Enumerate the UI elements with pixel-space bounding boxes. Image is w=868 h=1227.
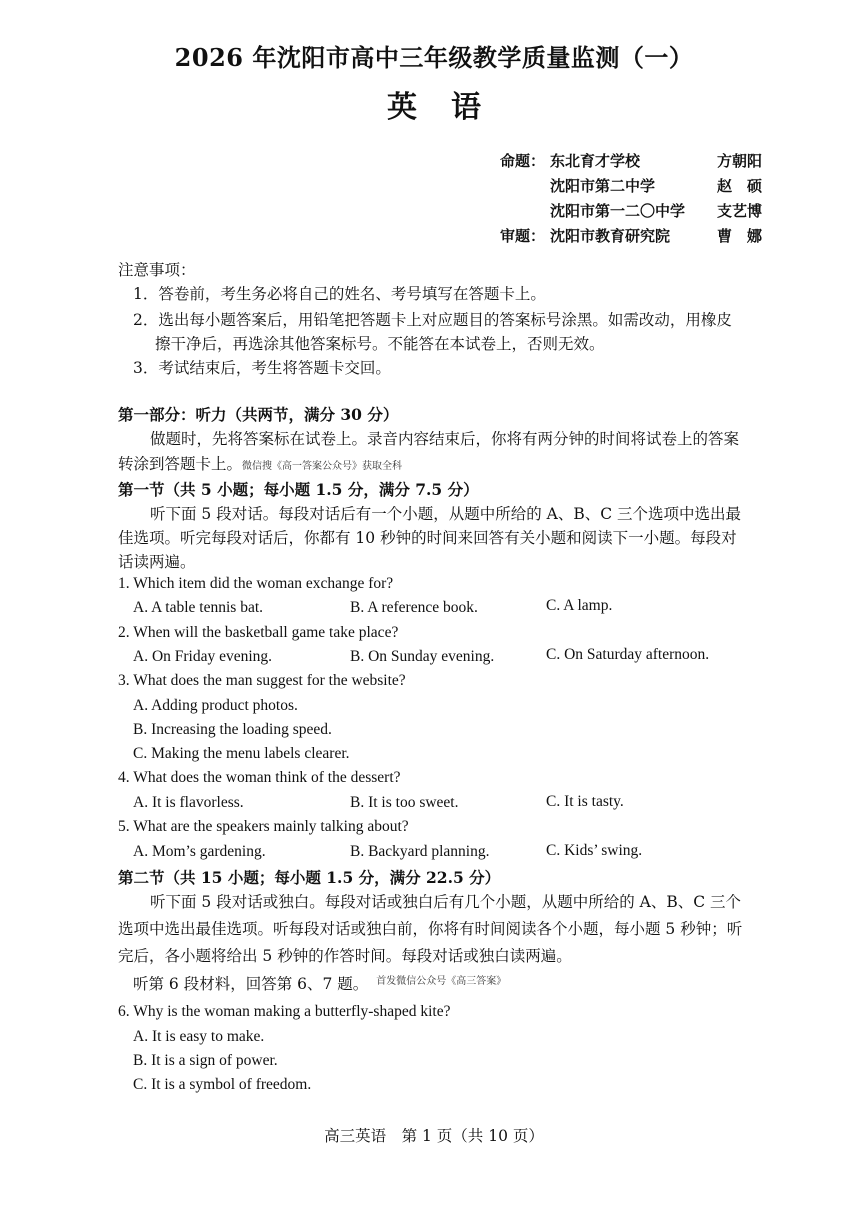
watermark: 首发微信公众号《高三答案》: [376, 976, 507, 987]
notice-item: 1．答卷前，考生务必将自己的姓名、考号填写在答题卡上。: [133, 285, 546, 303]
credit-label: [500, 200, 550, 225]
subject-title: 英语: [387, 90, 515, 125]
notice-item: 2．选出每小题答案后，用铅笔把答题卡上对应题目的答案标号涂黑。如需改动，用橡皮: [133, 311, 732, 329]
credit-row: [500, 150, 762, 175]
notice-item: 3．考试结束后，考生将答题卡交回。: [133, 359, 391, 377]
credit-row: [500, 175, 762, 200]
section1-heading: 第一节（共 5 小题；每小题 1.5 分，满分 7.5 分）: [118, 480, 479, 499]
section2-intro: 选项中选出最佳选项。听每段对话或独白前，你将有时间阅读各个小题，每小题 5 秒钟；听: [118, 920, 743, 938]
notice-title: 注意事项：: [118, 261, 196, 279]
part1-intro: 做题时，先将答案标在试卷上。录音内容结束后，你将有两分钟的时间将试卷上的答案: [150, 430, 740, 448]
option-b: B. A reference book.: [350, 599, 478, 616]
question-stem: 6. Why is the woman making a butterfly-shaped kite?: [118, 1003, 451, 1020]
credit-school: 沈阳市教育研究院: [550, 227, 671, 245]
option-a: A. Mom’s gardening.: [133, 843, 266, 860]
question-stem: 3. What does the man suggest for the website?: [118, 672, 406, 689]
material-text: 听第 6 段材料，回答第 6、7 题。: [133, 975, 369, 993]
section1-intro: 佳选项。听完每段对话后，你都有 10 秒钟的时间来回答有关小题和阅读下一小题。每段对: [118, 529, 737, 547]
credit-name: 方朝阳: [716, 152, 762, 170]
credit-label: [500, 175, 550, 200]
notice-item: 擦干净后，再选涂其他答案标号。不能答在本试卷上，否则无效。: [155, 335, 605, 353]
option-b: B. It is too sweet.: [350, 794, 459, 811]
option-a: A. It is easy to make.: [133, 1028, 265, 1045]
credit-label: 命题：: [500, 152, 546, 170]
credit-school: 沈阳市第一二〇中学: [550, 202, 686, 220]
option-a: A. On Friday evening.: [133, 648, 273, 665]
option-b: B. It is a sign of power.: [133, 1052, 278, 1069]
credit-school: 沈阳市第二中学: [550, 177, 656, 195]
credits-block: [500, 150, 762, 250]
question-stem: 4. What does the woman think of the dessert?: [118, 769, 401, 786]
option-c: C. Kids’ swing.: [546, 842, 643, 859]
option-b: B. Backyard planning.: [350, 843, 490, 860]
section1-intro: 听下面 5 段对话。每段对话后有一个小题，从题中所给的 A、B、C 三个选项中选出最: [150, 505, 742, 523]
question-stem: 2. When will the basketball game take place?: [118, 624, 399, 641]
credit-name: 支艺博: [716, 202, 762, 220]
credit-row: [500, 200, 762, 225]
credit-name: 曹 娜: [716, 227, 762, 245]
section2-intro: 听下面 5 段对话或独白。每段对话或独白后有几个小题，从题中所给的 A、B、C 三个: [150, 893, 742, 911]
credit-school: 东北育才学校: [550, 152, 641, 170]
watermark: 微信搜《高一答案公众号》获取全科: [242, 461, 403, 472]
option-a: A. It is flavorless.: [133, 794, 244, 811]
credit-name: 赵 硕: [716, 177, 762, 195]
option-c: C. A lamp.: [546, 597, 613, 614]
option-b: B. On Sunday evening.: [350, 648, 495, 665]
section1-intro: 话读两遍。: [118, 553, 196, 571]
option-c: C. Making the menu labels clearer.: [133, 745, 350, 762]
question-stem: 5. What are the speakers mainly talking about?: [118, 818, 409, 835]
option-b: B. Increasing the loading speed.: [133, 721, 332, 738]
exam-title: 2026 年沈阳市高中三年级教学质量监测（一）: [174, 43, 694, 72]
part1-heading: 第一部分：听力（共两节，满分 30 分）: [118, 405, 399, 424]
question-stem: 1. Which item did the woman exchange for?: [118, 575, 394, 592]
option-c: C. On Saturday afternoon.: [546, 646, 710, 663]
option-a: A. Adding product photos.: [133, 697, 298, 714]
page-footer: 高三英语 第 1 页（共 10 页）: [324, 1127, 544, 1145]
part1-intro: [118, 452, 402, 474]
section2-intro: 完后，各小题将给出 5 秒钟的作答时间。每段对话或独白读两遍。: [118, 947, 572, 965]
option-a: A. A table tennis bat.: [133, 599, 264, 616]
material-instruction: [133, 972, 506, 994]
credit-row: [500, 225, 762, 250]
option-c: C. It is tasty.: [546, 793, 624, 810]
credit-label: 审题：: [500, 227, 546, 245]
option-c: C. It is a symbol of freedom.: [133, 1076, 312, 1093]
section2-heading: 第二节（共 15 小题；每小题 1.5 分，满分 22.5 分）: [118, 868, 501, 887]
part1-intro-line2: 转涂到答题卡上。: [118, 455, 243, 473]
